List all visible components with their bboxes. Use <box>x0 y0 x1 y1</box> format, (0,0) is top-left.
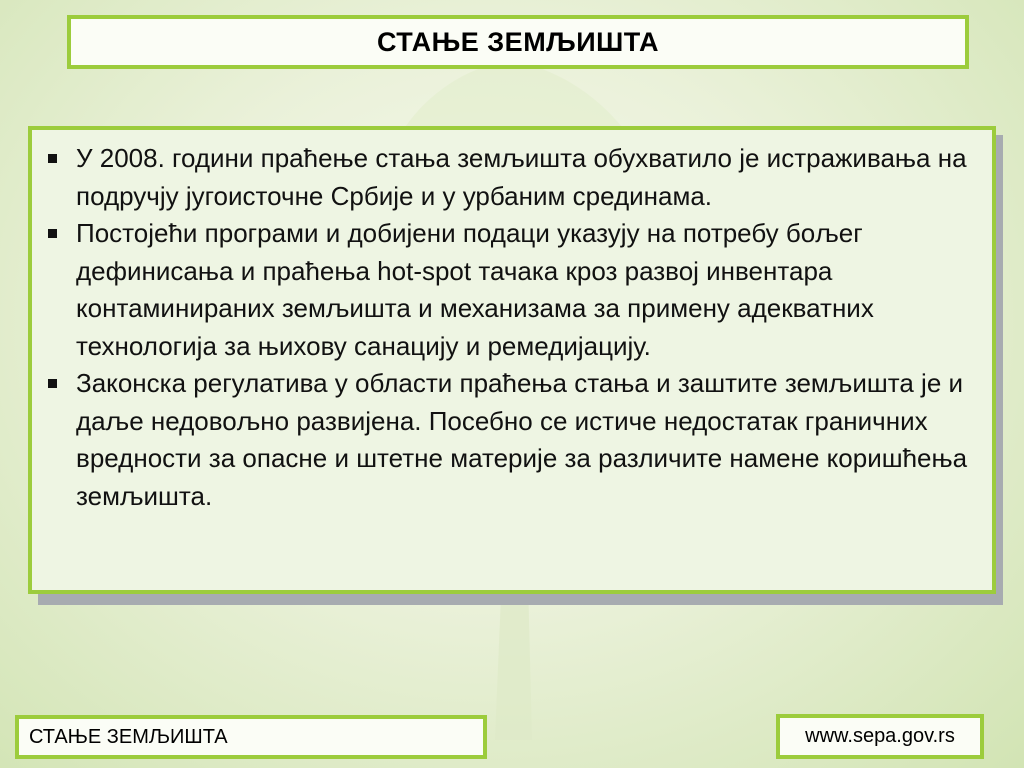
footer-website-url: www.sepa.gov.rs <box>805 725 955 747</box>
bullet-item <box>46 140 974 215</box>
bullet-text: У 2008. години праћење стања земљишта обухватило је истраживања на подручју југоисточне Србије и у урбаним срединама. <box>76 143 967 211</box>
bullet-item <box>46 215 974 365</box>
slide-title-box <box>67 15 969 69</box>
slide-title: СТАЊЕ ЗЕМЉИШТА <box>376 26 660 57</box>
bullet-item <box>46 365 974 515</box>
square-bullet-icon <box>48 154 57 163</box>
square-bullet-icon <box>48 379 57 388</box>
content-box <box>28 126 996 594</box>
square-bullet-icon <box>48 229 57 238</box>
bullet-list <box>46 140 974 515</box>
bullet-text: Постојећи програми и добијени подаци указују на потребу бољег дефинисања и праћења hot-spot тачака кроз развој инвентара контаминираних земљишта и механизама за примену адекватних технологија за њихову санацију и ремедијацију. <box>76 218 874 361</box>
bullet-text: Законска регулатива у области праћења стања и заштите земљишта је и даље недовољно развијена. Посебно се истиче недостатак граничних вредности за опасне и штетне материје за различите намене коришћења земљишта. <box>76 368 968 511</box>
footer-section-label: СТАЊЕ ЗЕМЉИШТА <box>29 725 228 748</box>
footer-website-box <box>776 714 984 759</box>
footer-section-label-box <box>15 715 487 759</box>
